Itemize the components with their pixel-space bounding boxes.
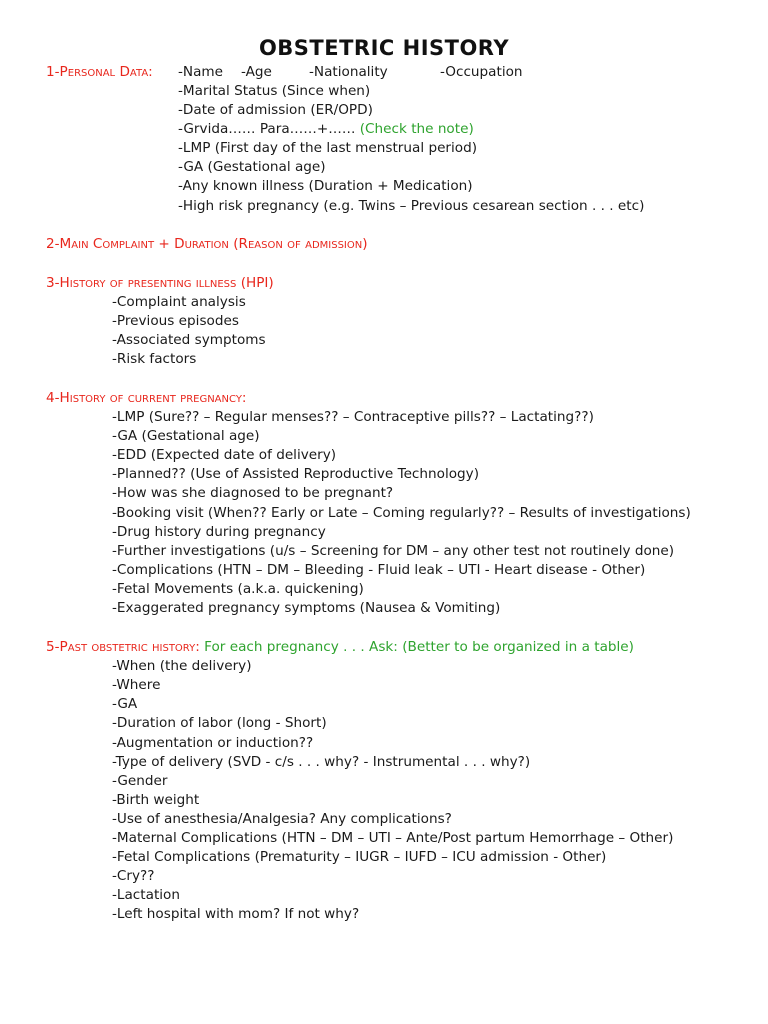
list-item: -When (the delivery) xyxy=(112,658,252,674)
list-item: -Complaint analysis xyxy=(112,294,246,310)
list-item: -Planned?? (Use of Assisted Reproductive Technology) xyxy=(112,466,480,482)
list-item: -Complications (HTN – DM – Bleeding - Fluid leak – UTI - Heart disease - Other) xyxy=(112,562,646,578)
check-note-text: (Check the note) xyxy=(359,121,474,137)
field-ga: -GA (Gestational age) xyxy=(178,159,326,175)
list-item: -Booking visit (When?? Early or Late – Coming regularly?? – Results of investigations) xyxy=(112,505,691,521)
list-item: -Risk factors xyxy=(112,351,197,367)
list-item: -Left hospital with mom? If not why? xyxy=(112,906,360,922)
field-name: -Name xyxy=(178,64,224,80)
section-1-heading: 1-Personal Data: xyxy=(46,64,153,80)
list-item: -Further investigations (u/s – Screening for DM – any other test not routinely done) xyxy=(112,543,675,559)
field-marital-status: -Marital Status (Since when) xyxy=(178,83,371,99)
list-item: -Drug history during pregnancy xyxy=(112,524,326,540)
section-2-heading: 2-Main Complaint + Duration (Reason of admission) xyxy=(46,236,368,252)
field-occupation: -Occupation xyxy=(440,64,523,80)
section-5-note: For each pregnancy . . . Ask: (Better to be organized in a table) xyxy=(204,639,634,655)
field-nationality: -Nationality xyxy=(309,64,388,80)
section-5-heading: 5-Past obstetric history: xyxy=(46,639,200,655)
field-age: -Age xyxy=(241,64,272,80)
list-item: -Associated symptoms xyxy=(112,332,266,348)
list-item: -Augmentation or induction?? xyxy=(112,735,314,751)
list-item: -Exaggerated pregnancy symptoms (Nausea & Vomiting) xyxy=(112,600,501,616)
list-item: -LMP (Sure?? – Regular menses?? – Contraceptive pills?? – Lactating??) xyxy=(112,409,594,425)
list-item: -Birth weight xyxy=(112,792,200,808)
list-item: -Where xyxy=(112,677,161,693)
list-item: -Lactation xyxy=(112,887,180,903)
section-5-header-line xyxy=(46,638,634,657)
field-lmp: -LMP (First day of the last menstrual period) xyxy=(178,140,478,156)
list-item: -Maternal Complications (HTN – DM – UTI – Ante/Post partum Hemorrhage – Other) xyxy=(112,830,674,846)
field-gravida-para xyxy=(178,120,474,139)
list-item: -GA xyxy=(112,696,138,712)
section-3-heading: 3-History of presenting illness (HPI) xyxy=(46,275,274,291)
gravida-para-text: -Grvida…… Para……+…… xyxy=(178,121,356,137)
list-item: -How was she diagnosed to be pregnant? xyxy=(112,485,394,501)
list-item: -Fetal Movements (a.k.a. quickening) xyxy=(112,581,364,597)
field-date-of-admission: -Date of admission (ER/OPD) xyxy=(178,102,373,118)
field-high-risk: -High risk pregnancy (e.g. Twins – Previous cesarean section . . . etc) xyxy=(178,198,645,214)
list-item: -Gender xyxy=(112,773,168,789)
list-item: -Duration of labor (long - Short) xyxy=(112,715,327,731)
list-item: -GA (Gestational age) xyxy=(112,428,260,444)
list-item: -Fetal Complications (Prematurity – IUGR – IUFD – ICU admission - Other) xyxy=(112,849,607,865)
list-item: -Type of delivery (SVD - c/s . . . why? - Instrumental . . . why?) xyxy=(112,754,531,770)
list-item: -Previous episodes xyxy=(112,313,239,329)
field-known-illness: -Any known illness (Duration + Medication) xyxy=(178,178,473,194)
section-4-heading: 4-History of current pregnancy: xyxy=(46,390,247,406)
list-item: -Cry?? xyxy=(112,868,155,884)
page-title: OBSTETRIC HISTORY xyxy=(258,36,510,60)
list-item: -Use of anesthesia/Analgesia? Any complications? xyxy=(112,811,452,827)
list-item: -EDD (Expected date of delivery) xyxy=(112,447,337,463)
